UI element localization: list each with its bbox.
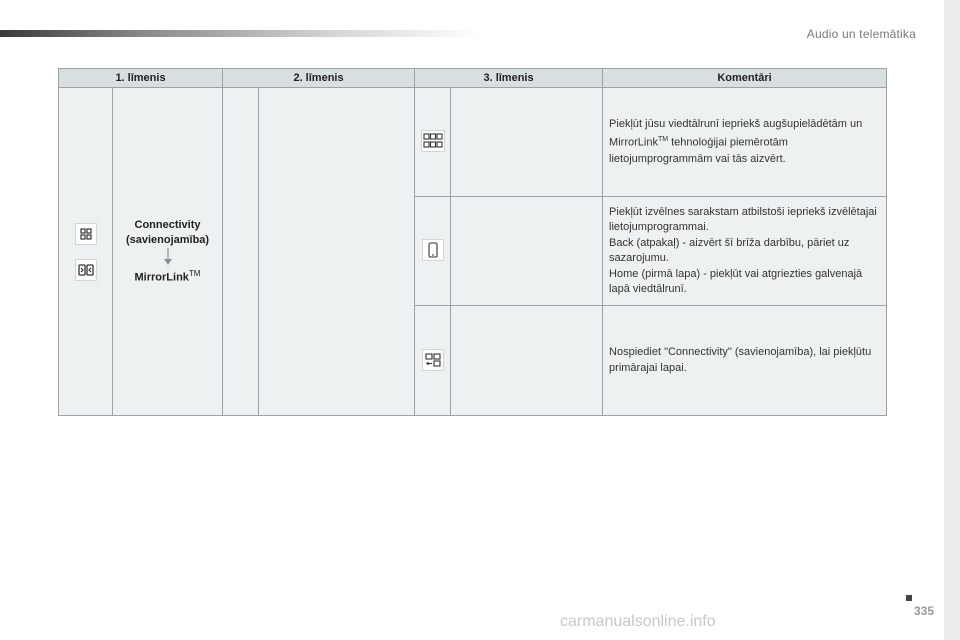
header-level1: 1. līmenis: [59, 69, 223, 88]
page-number: 335: [913, 604, 934, 618]
table-header-row: [59, 69, 887, 88]
comment-cell: [603, 197, 887, 306]
connectivity-label-translation: (savienojamība): [125, 233, 210, 246]
smartphone-icon: [422, 239, 444, 261]
header-comments: Komentāri: [603, 69, 887, 88]
levels-table: [58, 68, 887, 416]
side-strip: [944, 0, 960, 640]
watermark: carmanualsonline.info: [560, 613, 716, 630]
app-grid-icon: [421, 130, 445, 152]
page-marker: [906, 595, 912, 601]
level2-label-cell: [259, 88, 415, 416]
level3-label-cell: [451, 306, 603, 416]
level3-label-cell: [451, 88, 603, 197]
comment-cell: [603, 88, 887, 197]
comment-tm: TM: [657, 136, 669, 144]
comment-text: Nospiediet "Connectivity" (savienojamība), lai piekļūtu primārajai lapai.: [609, 346, 872, 374]
header-gradient-bar: [0, 30, 480, 37]
level3-icon-cell: [415, 197, 451, 306]
header-level2: 2. līmenis: [223, 69, 415, 88]
comment-text: Back (atpakaļ) - aizvērt šī brīža darbību, pāriet uz sazarojumu.: [609, 236, 850, 264]
comment-text: Piekļūt izvēlnes sarakstam atbilstoši iepriekš izvēlētajai lietojumprogrammai.: [609, 205, 877, 233]
level1-label-cell: [113, 88, 223, 416]
connectivity-label: Connectivity: [134, 218, 201, 231]
connectivity-grid-icon: [75, 223, 97, 245]
comment-cell: [603, 306, 887, 416]
level2-icon-cell: [223, 88, 259, 416]
header-level3: 3. līmenis: [415, 69, 603, 88]
section-title: Audio un telemātika: [806, 27, 916, 41]
arrow-down-icon: [113, 248, 222, 266]
return-grid-icon: [422, 349, 444, 371]
comment-text: tehnoloģijai piemērotām lietojumprogrammām vai tās aizvērt.: [609, 137, 788, 165]
mirrorlink-label: MirrorLink: [134, 271, 189, 284]
level3-icon-cell: [415, 306, 451, 416]
level1-icon-cell: [59, 88, 113, 416]
level3-label-cell: [451, 197, 603, 306]
comment-text: Home (pirmā lapa) - piekļūt vai atgriezties galvenajā lapā viedtālrunī.: [609, 267, 863, 295]
mirrorlink-phones-icon: [75, 259, 97, 281]
mirrorlink-tm: TM: [188, 268, 201, 278]
table-row: [59, 88, 887, 197]
comment-text: Piekļūt jūsu viedtālrunī iepriekš augšupielādētām un MirrorLink: [609, 117, 863, 150]
level3-icon-cell: [415, 88, 451, 197]
